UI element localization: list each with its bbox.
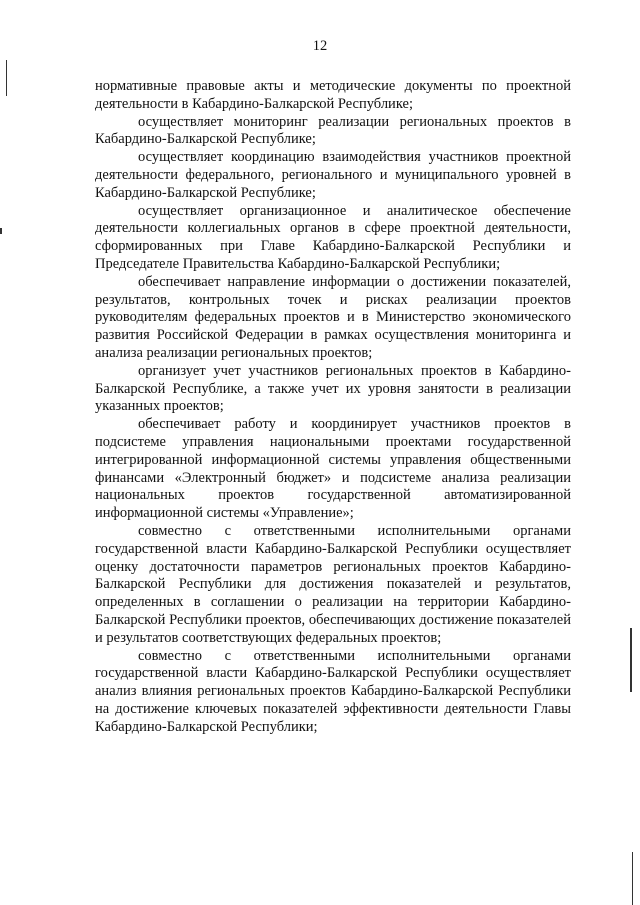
- paragraph-5: обеспечивает направление информации о достижении показателей, результатов, контрольных точек и рисках реализации проектов руководителям федеральных проектов и в Министерство экономического развития Российской Федерации в рамках осуществления мониторинга и анализа реализации региональных проектов;: [95, 273, 571, 361]
- paragraph-7: обеспечивает работу и координирует участников проектов в подсистеме управления национальными проектами государственной интегрированной информационной системы управления общественными финансами «Электронный бюджет» и подсистеме анализа реализации национальных проектов государственной автоматизированной информационной системы «Управление»;: [95, 416, 571, 522]
- document-body: [95, 78, 571, 736]
- paragraph-1: нормативные правовые акты и методические документы по проектной деятельности в Кабардино-Балкарской Республике;: [95, 78, 571, 112]
- scan-margin-mark: [632, 852, 633, 905]
- page-number: 12: [312, 38, 328, 54]
- paragraph-3: осуществляет координацию взаимодействия участников проектной деятельности федерального, регионального и муниципального уровней в Кабардино-Балкарской Республике;: [95, 149, 571, 201]
- scan-margin-mark: [6, 60, 7, 96]
- scan-margin-mark: [0, 228, 2, 234]
- paragraph-9: совместно с ответственными исполнительными органами государственной власти Кабардино-Балкарской Республики осуществляет анализ влияния региональных проектов Кабардино-Балкарской Республики на достижение ключевых показателей эффективности деятельности Главы Кабардино-Балкарской Республики;: [95, 647, 571, 735]
- paragraph-4: осуществляет организационное и аналитическое обеспечение деятельности коллегиальных органов в сфере проектной деятельности, сформированных при Главе Кабардино-Балкарской Республики и Председателе Правительства Кабардино-Балкарской Республики;: [95, 202, 571, 272]
- paragraph-6: организует учет участников региональных проектов в Кабардино-Балкарской Республике, а также учет их уровня занятости в реализации указанных проектов;: [95, 362, 571, 415]
- paragraph-8: совместно с ответственными исполнительными органами государственной власти Кабардино-Балкарской Республики осуществляет оценку достаточности параметров региональных проектов Кабардино-Балкарской Республики для достижения показателей и результатов, определенных в соглашении о реализации на территории Кабардино-Балкарской Республики проектов, обеспечивающих достижение показателей и результатов соответствующих федеральных проектов;: [95, 522, 571, 646]
- paragraph-2: осуществляет мониторинг реализации региональных проектов в Кабардино-Балкарской Республике;: [95, 113, 571, 148]
- scan-margin-mark: [630, 628, 632, 692]
